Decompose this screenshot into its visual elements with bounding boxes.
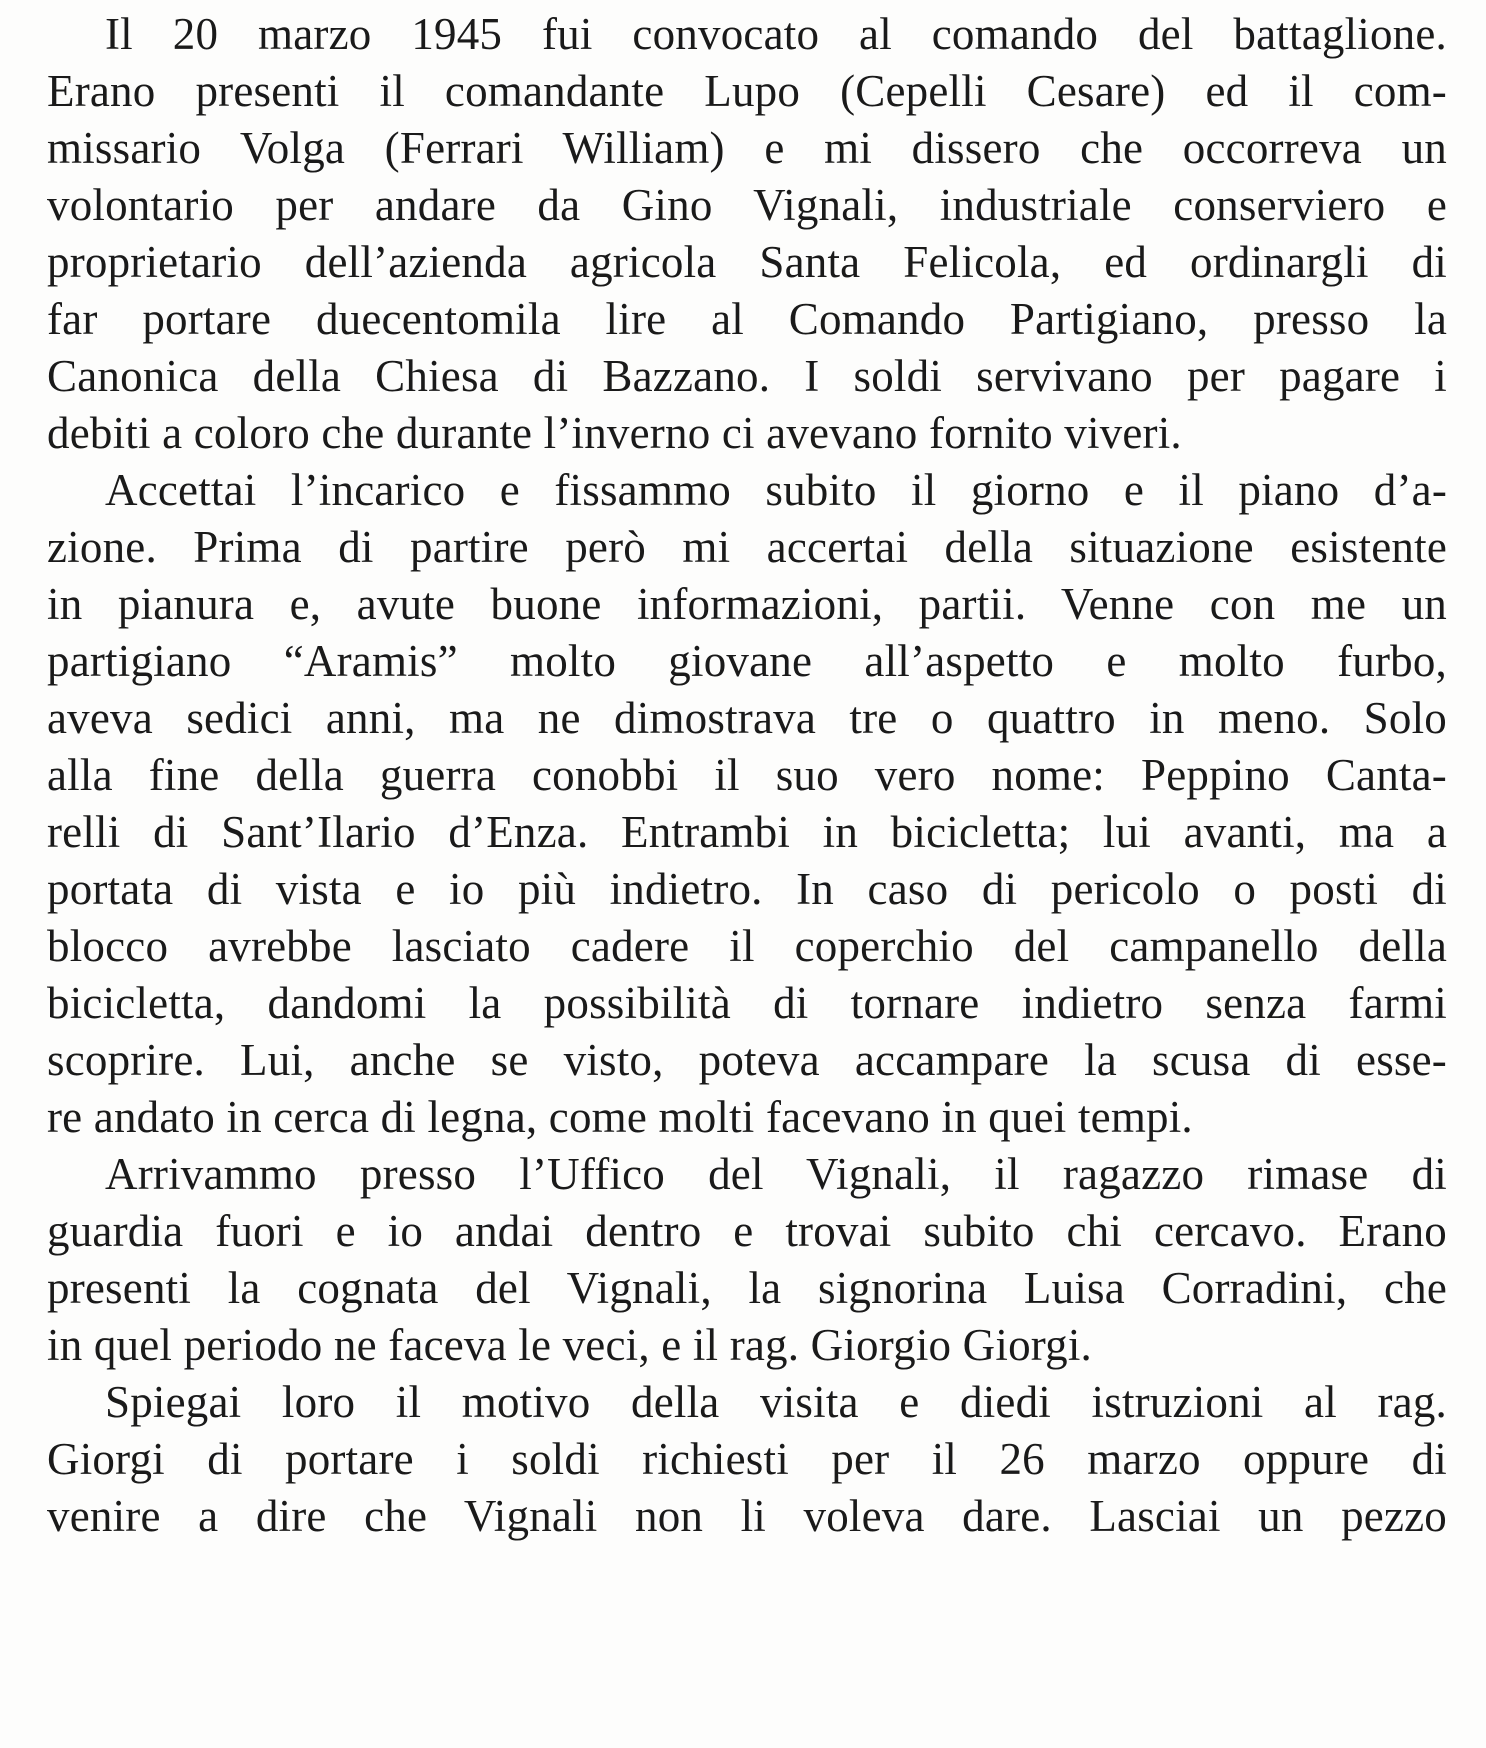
- text-line: Canonica della Chiesa di Bazzano. I soldi servivano per pagare i: [47, 351, 1447, 401]
- text-line: Accettai l’incarico e fissammo subito il giorno e il piano d’a-: [105, 465, 1447, 515]
- text-line: relli di Sant’Ilario d’Enza. Entrambi in bicicletta; lui avanti, ma a: [47, 807, 1447, 857]
- text-line: proprietario dell’azienda agricola Santa Felicola, ed ordinargli di: [47, 237, 1447, 287]
- text-line: far portare duecentomila lire al Comando Partigiano, presso la: [47, 294, 1447, 344]
- text-line: presenti la cognata del Vignali, la signorina Luisa Corradini, che: [47, 1263, 1447, 1313]
- text-line: blocco avrebbe lasciato cadere il coperchio del campanello della: [47, 921, 1447, 971]
- text-line: scoprire. Lui, anche se visto, poteva accampare la scusa di esse-: [47, 1035, 1447, 1085]
- text-line: in quel periodo ne faceva le veci, e il rag. Giorgio Giorgi.: [47, 1320, 1093, 1370]
- text-line: guardia fuori e io andai dentro e trovai subito chi cercavo. Erano: [47, 1206, 1447, 1256]
- text-line: portata di vista e io più indietro. In caso di pericolo o posti di: [47, 864, 1447, 914]
- text-line: Spiegai loro il motivo della visita e diedi istruzioni al rag.: [105, 1377, 1447, 1427]
- text-line: partigiano “Aramis” molto giovane all’aspetto e molto furbo,: [47, 636, 1447, 686]
- text-line: zione. Prima di partire però mi accertai della situazione esistente: [47, 522, 1447, 572]
- text-line: Il 20 marzo 1945 fui convocato al comando del battaglione.: [105, 9, 1447, 59]
- text-line: re andato in cerca di legna, come molti facevano in quei tempi.: [47, 1092, 1193, 1142]
- text-line: Giorgi di portare i soldi richiesti per il 26 marzo oppure di: [47, 1434, 1447, 1484]
- text-line: venire a dire che Vignali non li voleva dare. Lasciai un pezzo: [47, 1491, 1447, 1541]
- text-line: bicicletta, dandomi la possibilità di tornare indietro senza farmi: [47, 978, 1447, 1028]
- text-line: volontario per andare da Gino Vignali, industriale conserviero e: [47, 180, 1447, 230]
- text-line: Arrivammo presso l’Uffico del Vignali, il ragazzo rimase di: [105, 1149, 1447, 1199]
- text-line: Erano presenti il comandante Lupo (Cepelli Cesare) ed il com-: [47, 66, 1447, 116]
- text-line: in pianura e, avute buone informazioni, partii. Venne con me un: [47, 579, 1447, 629]
- text-line: debiti a coloro che durante l’inverno ci avevano fornito viveri.: [47, 408, 1182, 458]
- text-line: alla fine della guerra conobbi il suo vero nome: Peppino Canta-: [47, 750, 1447, 800]
- text-line: missario Volga (Ferrari William) e mi dissero che occorreva un: [47, 123, 1447, 173]
- text-line: aveva sedici anni, ma ne dimostrava tre o quattro in meno. Solo: [47, 693, 1447, 743]
